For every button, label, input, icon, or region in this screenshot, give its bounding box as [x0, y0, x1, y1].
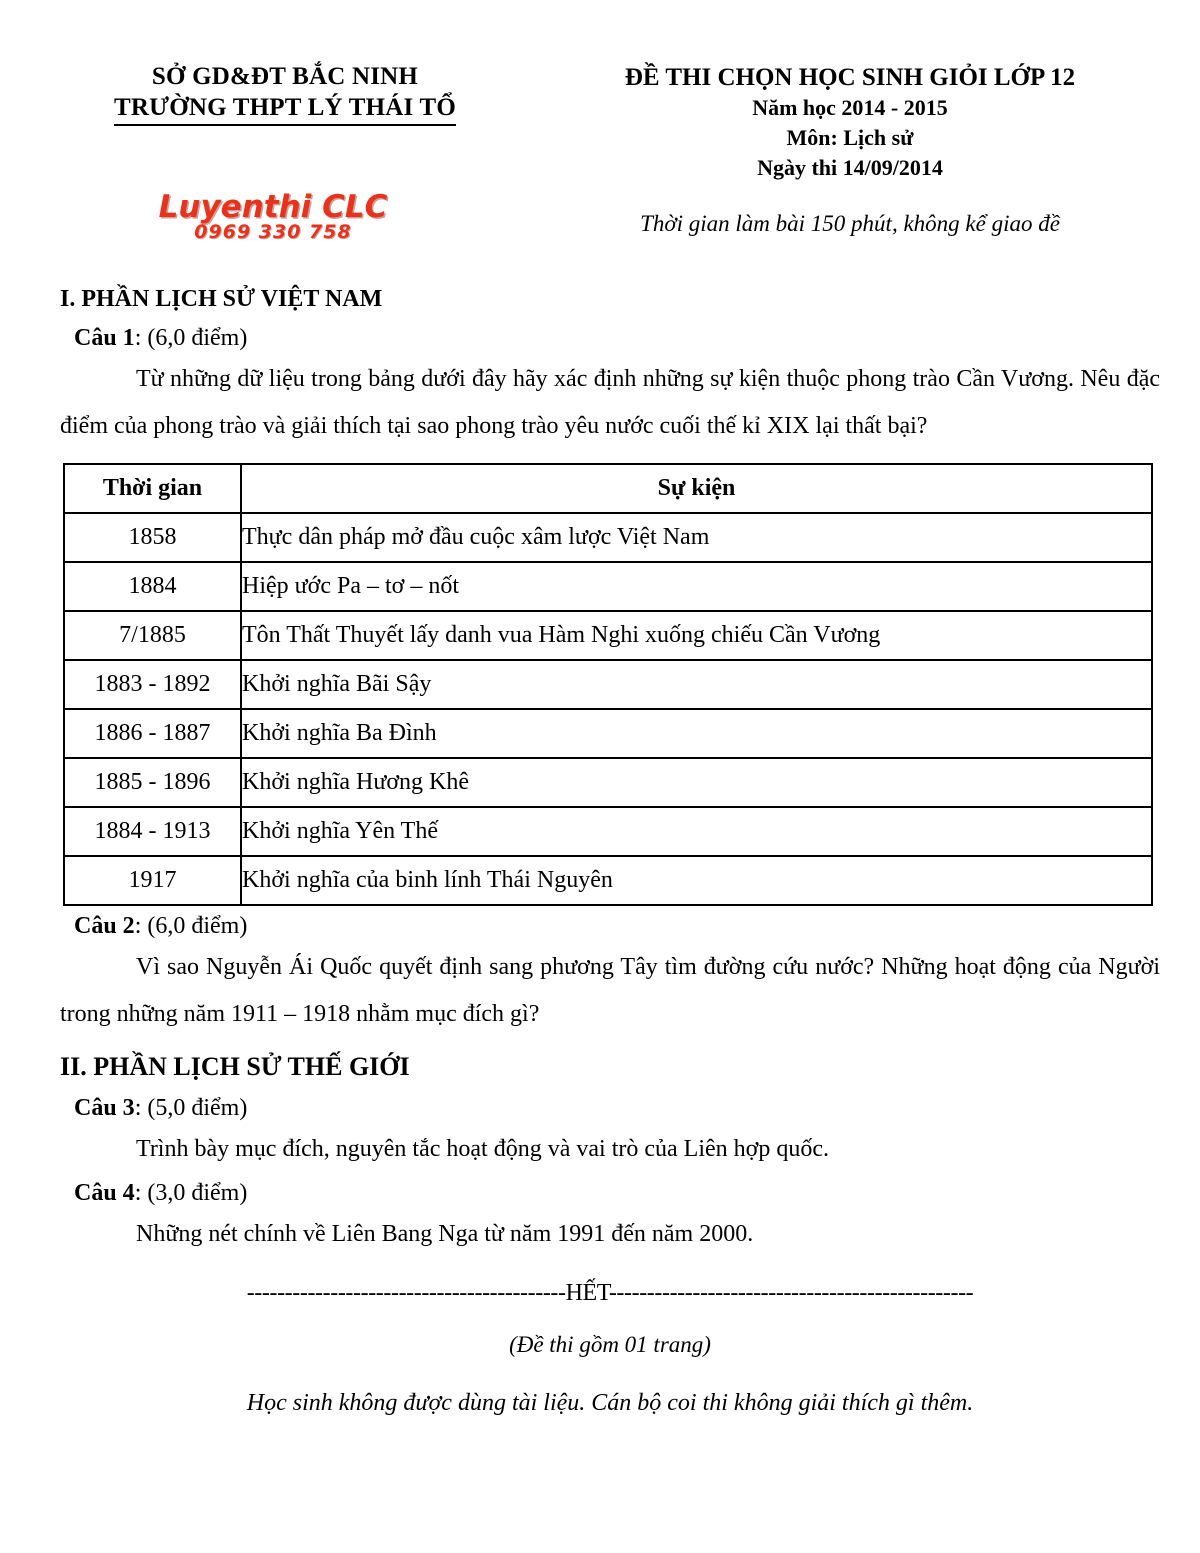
question-3-label — [74, 1090, 1160, 1126]
school-year: Năm học 2014 - 2015 — [752, 95, 948, 120]
question-1-number: Câu 1 — [74, 325, 135, 351]
cell-event: Khởi nghĩa Ba Đình — [241, 709, 1152, 758]
school-name: TRƯỜNG THPT LÝ THÁI TỔ — [114, 92, 456, 126]
cell-time: 1917 — [64, 856, 241, 905]
cell-time: 1884 — [64, 562, 241, 611]
table-row — [64, 611, 1152, 660]
question-3-points: : (5,0 điểm) — [134, 1095, 248, 1121]
header-left-block — [60, 62, 510, 126]
luyenthi-clc-logo — [108, 190, 438, 243]
cell-event: Thực dân pháp mở đầu cuộc xâm lược Việt Nam — [241, 513, 1152, 562]
part-2-heading: II. PHẦN LỊCH SỬ THẾ GIỚI — [60, 1052, 410, 1081]
page-count-note: (Đề thi gồm 01 trang) — [509, 1332, 711, 1357]
events-table — [63, 463, 1153, 906]
cell-event: Hiệp ước Pa – tơ – nốt — [241, 562, 1152, 611]
exam-title: ĐỀ THI CHỌN HỌC SINH GIỎI LỚP 12 — [624, 64, 1076, 91]
table-row — [64, 513, 1152, 562]
exam-duration: Thời gian làm bài 150 phút, không kể giao đề — [640, 211, 1060, 236]
question-1-text: Từ những dữ liệu trong bảng dưới đây hãy xác định những sự kiện thuộc phong trào Cần Vương. Nêu đặc điểm của phong trào và giải thích tại sao phong trào yêu nước cuối thế kỉ XIX lại thất bại? — [60, 366, 1160, 439]
document-footer — [60, 1276, 1160, 1420]
table-header-row — [64, 464, 1152, 513]
cell-time: 1884 - 1913 — [64, 807, 241, 856]
table-row — [64, 709, 1152, 758]
table-row — [64, 856, 1152, 905]
department-name: SỞ GD&ĐT BẮC NINH — [151, 63, 419, 90]
document-body — [60, 282, 1160, 1420]
question-2-points: : (6,0 điểm) — [134, 913, 248, 939]
question-4-number: Câu 4 — [74, 1180, 135, 1206]
cell-time: 1858 — [64, 513, 241, 562]
cell-event: Khởi nghĩa Hương Khê — [241, 758, 1152, 807]
question-1-points: : (6,0 điểm) — [134, 325, 248, 351]
table-row — [64, 562, 1152, 611]
question-2-number: Câu 2 — [74, 913, 135, 939]
cell-time: 1886 - 1887 — [64, 709, 241, 758]
logo-phone-number: 0969 330 758 — [194, 221, 352, 243]
question-4-text: Những nét chính về Liên Bang Nga từ năm 1991 đến năm 2000. — [136, 1221, 754, 1247]
cell-event: Khởi nghĩa Bãi Sậy — [241, 660, 1152, 709]
question-4-label — [74, 1175, 1160, 1211]
cell-time: 7/1885 — [64, 611, 241, 660]
question-1-label — [74, 320, 1160, 356]
cell-time: 1883 - 1892 — [64, 660, 241, 709]
table-row — [64, 758, 1152, 807]
question-2-text: Vì sao Nguyễn Ái Quốc quyết định sang phương Tây tìm đường cứu nước? Những hoạt động của Người trong những năm 1911 – 1918 nhằm mục đích gì? — [60, 954, 1160, 1027]
part-1-heading: I. PHẦN LỊCH SỬ VIỆT NAM — [60, 286, 383, 312]
cell-event: Tôn Thất Thuyết lấy danh vua Hàm Nghi xuống chiếu Cần Vương — [241, 611, 1152, 660]
exam-date: Ngày thi 14/09/2014 — [757, 155, 943, 180]
cell-event: Khởi nghĩa Yên Thế — [241, 807, 1152, 856]
table-row — [64, 807, 1152, 856]
subject-name: Môn: Lịch sử — [786, 125, 914, 150]
cell-event: Khởi nghĩa của binh lính Thái Nguyên — [241, 856, 1152, 905]
question-3-text: Trình bày mục đích, nguyên tắc hoạt động và vai trò của Liên hợp quốc. — [136, 1136, 829, 1162]
question-3-number: Câu 3 — [74, 1095, 135, 1121]
exam-notice: Học sinh không được dùng tài liệu. Cán bộ coi thi không giải thích gì thêm. — [246, 1390, 974, 1416]
column-header-event: Sự kiện — [241, 464, 1152, 513]
header-right-block — [530, 62, 1170, 239]
cell-time: 1885 - 1896 — [64, 758, 241, 807]
end-separator: ------------------------------------------HẾT------------------------------------------------ — [246, 1280, 974, 1306]
column-header-time: Thời gian — [64, 464, 241, 513]
document-header — [0, 62, 1200, 272]
table-row — [64, 660, 1152, 709]
logo-brand-text: Luyenthi CLC — [158, 189, 388, 225]
question-2-label — [74, 908, 1160, 944]
question-4-points: : (3,0 điểm) — [134, 1180, 248, 1206]
